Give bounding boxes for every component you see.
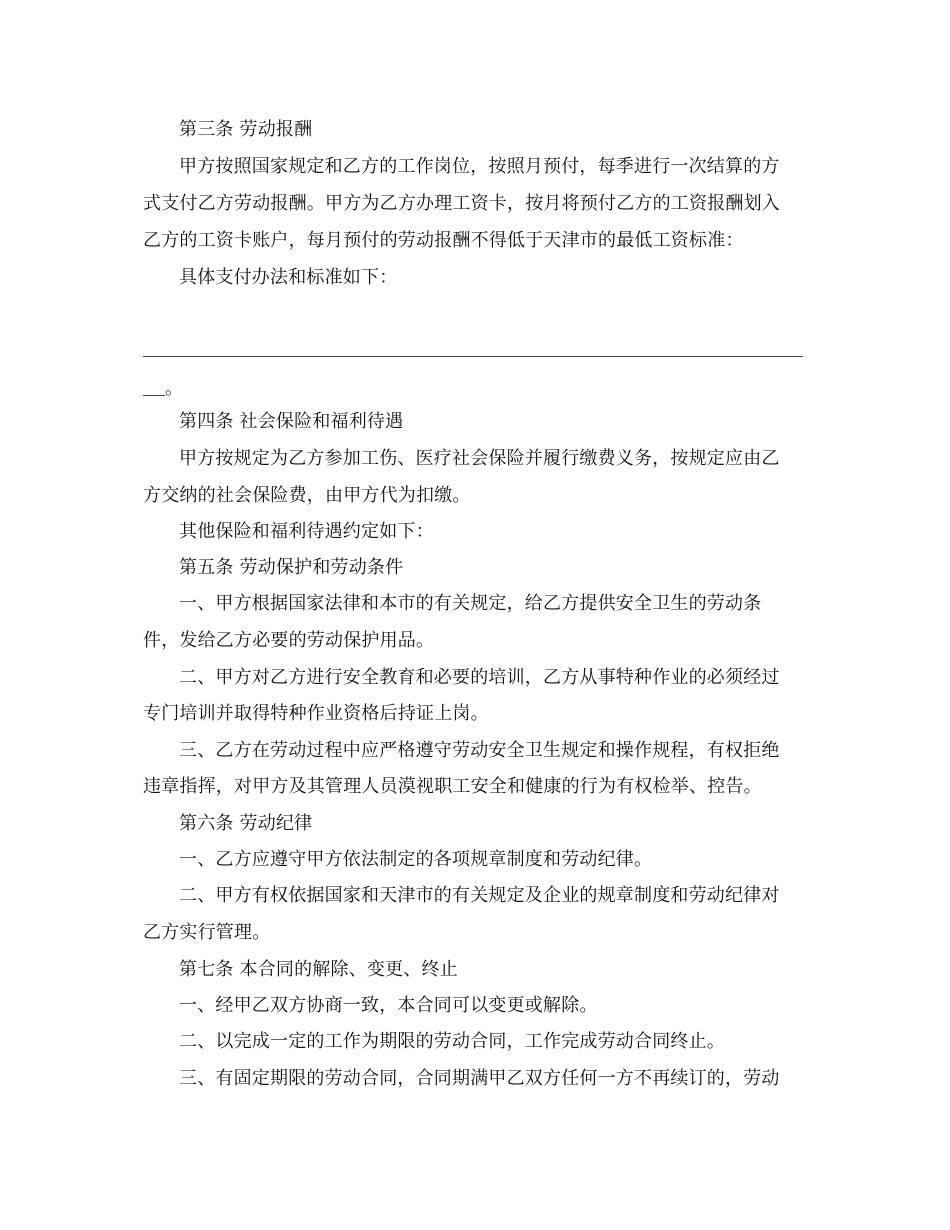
article-3-heading: 第三条 劳动报酬 [179, 119, 313, 140]
paragraph-line: 乙方实行管理。 [143, 922, 271, 943]
paragraph-line: 其他保险和福利待遇约定如下： [179, 521, 434, 542]
paragraph-line: 二、甲方对乙方进行安全教育和必要的培训，乙方从事特种作业的必须经过 [179, 667, 780, 688]
paragraph-line: 一、甲方根据国家法律和本市的有关规定，给乙方提供安全卫生的劳动条 [179, 593, 762, 614]
fill-in-blank-line [143, 356, 803, 357]
paragraph-line: 一、经甲乙双方协商一致，本合同可以变更或解除。 [179, 995, 598, 1016]
article-5-heading: 第五条 劳动保护和劳动条件 [179, 557, 404, 578]
paragraph-line: 方交纳的社会保险费，由甲方代为扣缴。 [143, 485, 471, 506]
paragraph-line: 专门培训并取得特种作业资格后持证上岗。 [143, 703, 489, 724]
fill-in-blank-short [143, 378, 165, 396]
paragraph-line: 具体支付办法和标准如下： [179, 267, 398, 288]
article-4-heading: 第四条 社会保险和福利待遇 [179, 411, 404, 432]
blank-line-end [143, 378, 808, 400]
paragraph-line: 三、有固定期限的劳动合同，合同期满甲乙双方任何一方不再续订的，劳动 [179, 1068, 780, 1089]
paragraph-line: 一、乙方应遵守甲方依法制定的各项规章制度和劳动纪律。 [179, 849, 653, 870]
paragraph-line: 二、以完成一定的工作为期限的劳动合同，工作完成劳动合同终止。 [179, 1031, 725, 1052]
paragraph-line: 违章指挥，对甲方及其管理人员漠视职工安全和健康的行为有权检举、控告。 [143, 776, 762, 797]
paragraph-line: 式支付乙方劳动报酬。甲方为乙方办理工资卡，按月将预付乙方的工资报酬划入 [143, 193, 780, 214]
paragraph-line: 甲方按照国家规定和乙方的工作岗位，按照月预付，每季进行一次结算的方 [179, 156, 780, 177]
paragraph-line: 二、甲方有权依据国家和天津市的有关规定及企业的规章制度和劳动纪律对 [179, 885, 780, 906]
paragraph-line: 三、乙方在劳动过程中应严格遵守劳动安全卫生规定和操作规程，有权拒绝 [179, 740, 780, 761]
blank-line-period: 。 [165, 378, 184, 399]
paragraph-line: 件，发给乙方必要的劳动保护用品。 [143, 630, 435, 651]
paragraph-line: 甲方按规定为乙方参加工伤、医疗社会保险并履行缴费义务，按规定应由乙 [179, 448, 780, 469]
article-6-heading: 第六条 劳动纪律 [179, 813, 313, 834]
article-7-heading: 第七条 本合同的解除、变更、终止 [179, 959, 458, 980]
paragraph-line: 乙方的工资卡账户，每月预付的劳动报酬不得低于天津市的最低工资标准： [143, 230, 744, 251]
